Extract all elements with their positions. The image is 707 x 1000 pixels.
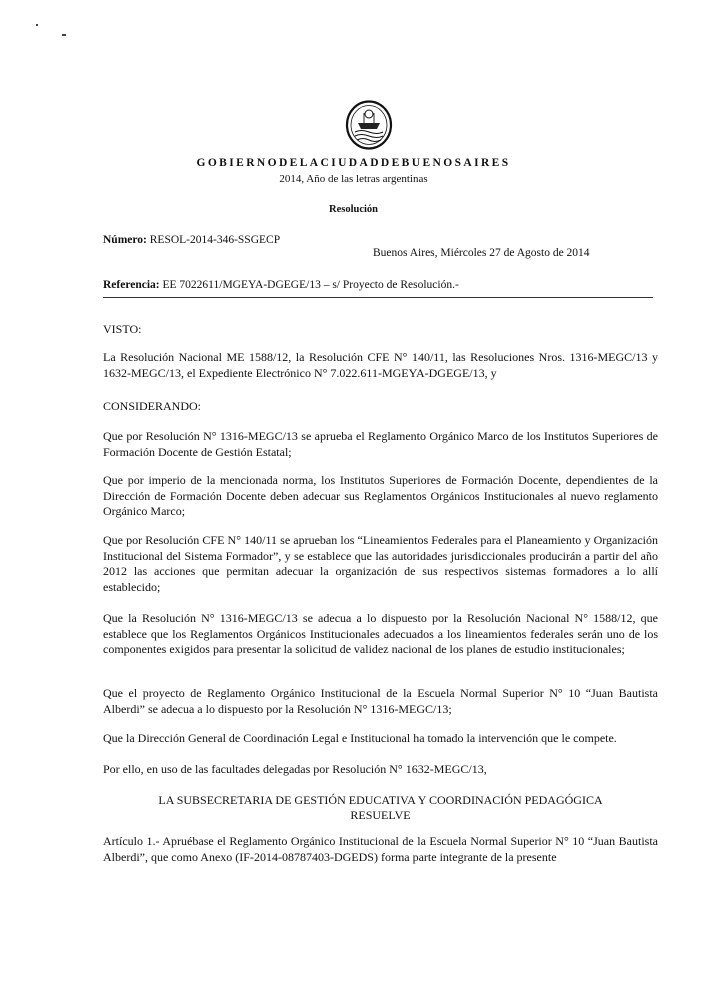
considerando-paragraph: Que el proyecto de Reglamento Orgánico Institucional de la Escuela Normal Superior N° 10 “Juan Bautista Alberdi” se adecua a lo dispuesto por la Resolución N° 1316-MEGC/13;: [103, 686, 658, 716]
place-date: Buenos Aires, Miércoles 27 de Agosto de 2014: [373, 247, 590, 259]
por-ello-text: Por ello, en uso de las facultades delegadas por Resolución N° 1632-MEGC/13,: [103, 762, 487, 776]
numero-label: Número:: [103, 234, 147, 246]
city-seal-icon: [344, 99, 394, 151]
considerando-heading: CONSIDERANDO:: [103, 399, 202, 413]
year-motto: 2014, Año de las letras argentinas: [279, 173, 428, 185]
considerando-paragraph: Que por imperio de la mencionada norma, los Institutos Superiores de Formación Docente, dependientes de la Dirección de Formación Docente deben adecuar sus Reglamentos Orgánicos Institucionales al nuevo reglamento Orgánico Marco;: [103, 473, 658, 518]
government-name: GOBIERNODELACIUDADDEBUENOSAIRES: [196, 157, 511, 169]
numero-line: [103, 234, 280, 246]
scan-speck: [62, 34, 66, 36]
articulo-1: Artículo 1.- Apruébase el Reglamento Orgánico Institucional de la Escuela Normal Superior N° 10 “Juan Bautista Alberdi”, que como Anexo (IF-2014-08787403-DGEDS) forma parte integrante de la presente: [103, 834, 658, 864]
referencia-value: EE 7022611/MGEYA-DGEGE/13 – s/ Proyecto de Resolución.-: [162, 279, 459, 291]
scan-speck: [36, 24, 38, 26]
authority-heading: LA SUBSECRETARIA DE GESTIÓN EDUCATIVA Y COORDINACIÓN PEDAGÓGICA: [158, 793, 603, 807]
referencia-label: Referencia:: [103, 279, 160, 291]
visto-text: La Resolución Nacional ME 1588/12, la Resolución CFE N° 140/11, las Resoluciones Nros. 1316-MEGC/13 y 1632-MEGC/13, el Expediente Electrónico N° 7.022.611-MGEYA-DGEGE/13, y: [103, 350, 658, 380]
referencia-line: [103, 279, 459, 291]
document-type: Resolución: [328, 204, 378, 215]
resuelve-heading: RESUELVE: [350, 808, 411, 822]
considerando-paragraph: Que por Resolución CFE N° 140/11 se aprueban los “Lineamientos Federales para el Planeamiento y Organización Institucional del Sistema Formador”, y se establece que las autoridades jurisdiccionales producirán a partir del año 2012 las acciones que permitan adecuar la organización de sus respectivos sistemas formadores a lo allí establecido;: [103, 533, 658, 594]
considerando-paragraph: Que la Dirección General de Coordinación Legal e Institucional ha tomado la intervención que le compete.: [103, 731, 617, 745]
considerando-paragraph: Que por Resolución N° 1316-MEGC/13 se aprueba el Reglamento Orgánico Marco de los Institutos Superiores de Formación Docente de Gestión Estatal;: [103, 429, 658, 459]
header-rule: [103, 297, 653, 298]
numero-value: RESOL-2014-346-SSGECP: [149, 234, 281, 246]
visto-heading: VISTO:: [103, 322, 142, 336]
considerando-paragraph: Que la Resolución N° 1316-MEGC/13 se adecua a lo dispuesto por la Resolución Nacional N° 1588/12, que establece que los Reglamentos Orgánicos Institucionales adecuados a los lineamientos federales serán uno de los componentes exigidos para presentar la solicitud de validez nacional de los planes de estudio institucionales;: [103, 611, 658, 656]
